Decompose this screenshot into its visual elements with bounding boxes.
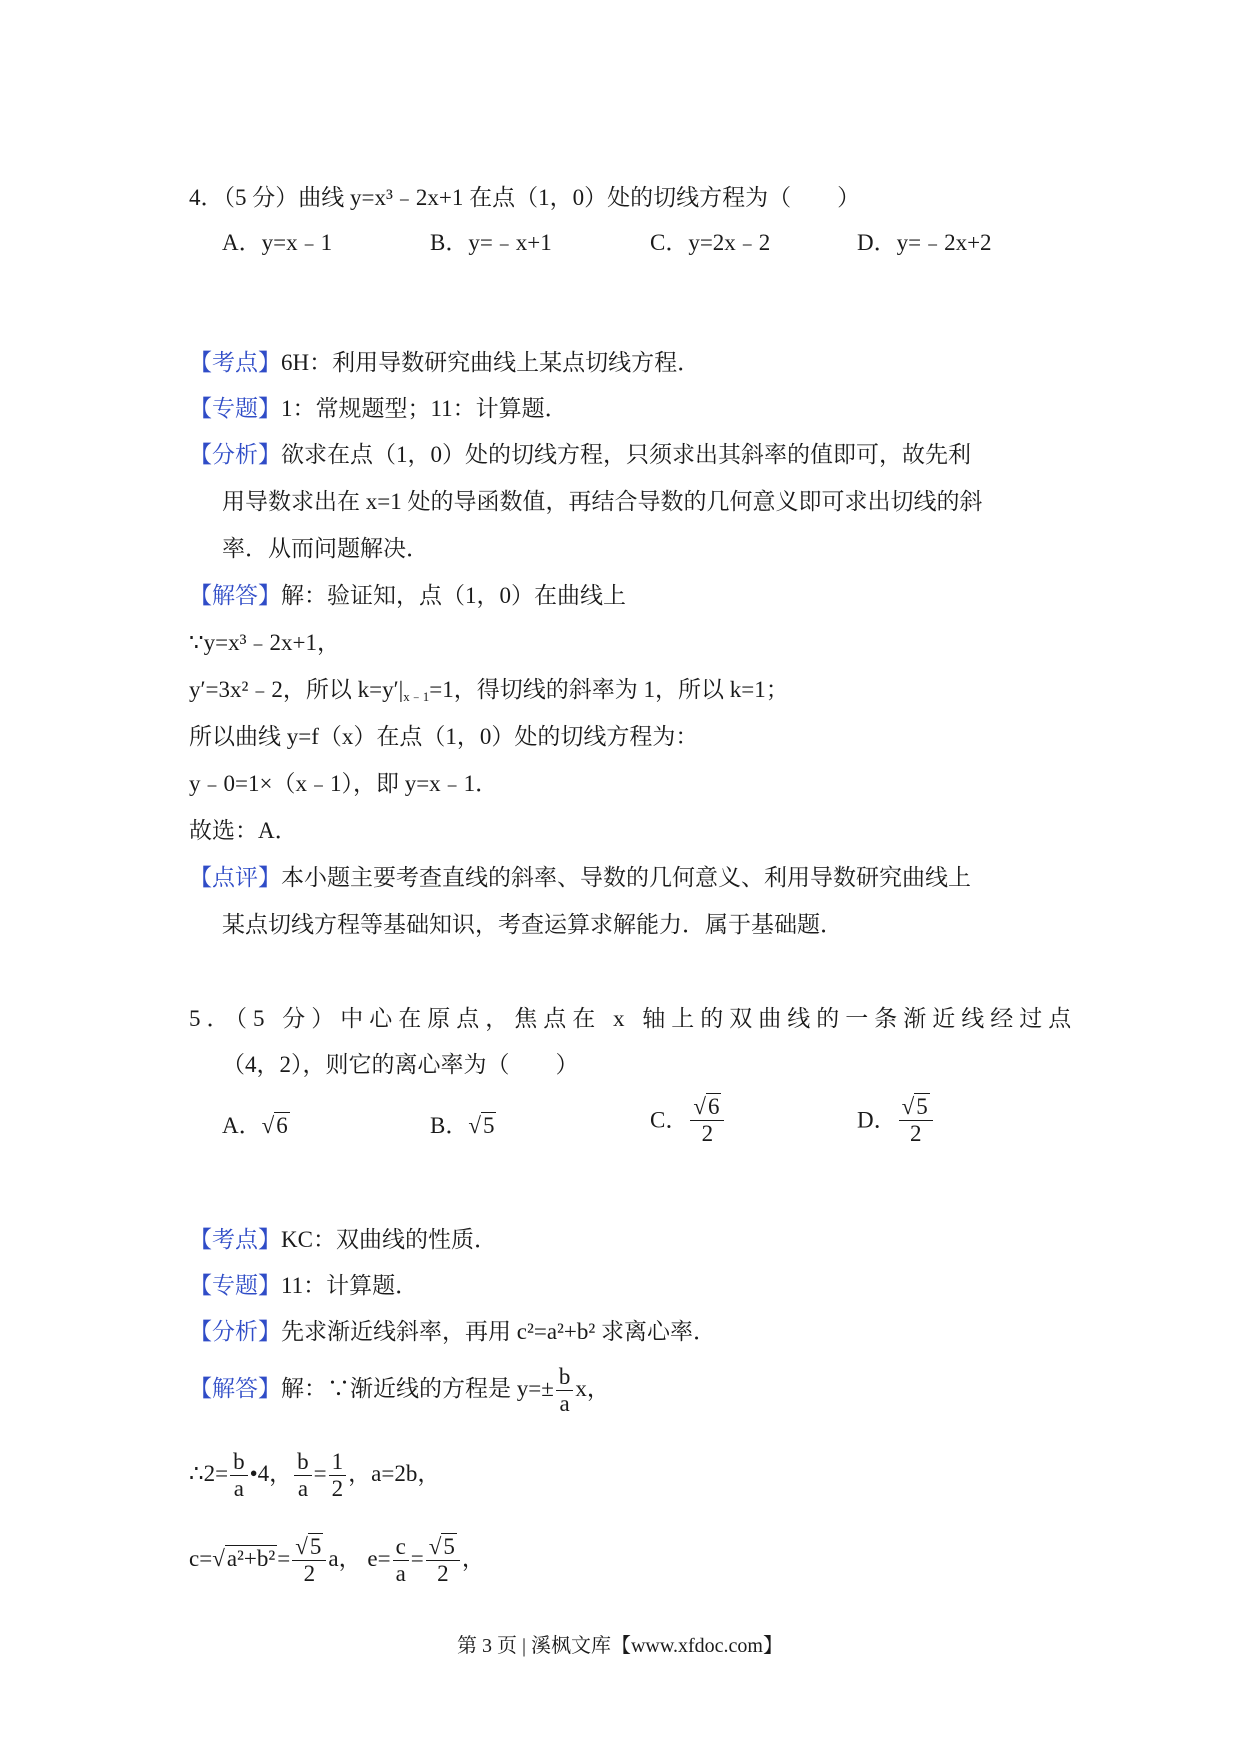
q4-option-d: D．y=﹣2x+2 (857, 230, 992, 255)
numerator: 1 (329, 1449, 347, 1476)
q5-option-a (222, 1110, 290, 1142)
fraction-b-over-a (230, 1449, 248, 1502)
times-4: •4， (249, 1461, 293, 1486)
fraction-b-over-a (556, 1364, 574, 1417)
denominator: a (395, 1561, 406, 1587)
q4-jieda (189, 580, 626, 612)
fenxi-tag: 【分析】 (189, 442, 281, 467)
therefore-2-eq: ∴2= (189, 1461, 229, 1486)
equals: = (313, 1461, 327, 1486)
fraction-c-over-a (393, 1534, 409, 1587)
fraction-b-over-a (294, 1449, 312, 1502)
zhuanti-tag: 【专题】 (189, 396, 281, 421)
radicand: 6 (276, 1113, 288, 1138)
jieda-tag: 【解答】 (189, 1376, 281, 1401)
zhuanti-tag: 【专题】 (189, 1273, 281, 1298)
sqrt-symbol: √ (693, 1094, 706, 1119)
q4-solution-line-4: y﹣0=1×（x﹣1），即 y=x﹣1． (189, 771, 499, 796)
sol2-part-a: y′=3x²﹣2，所以 k=y′| (189, 677, 404, 702)
fenxi-tag: 【分析】 (189, 1319, 281, 1344)
sol2-part-b: =1，得切线的斜率为 1，所以 k=1； (429, 677, 789, 702)
denominator: 2 (909, 1121, 922, 1146)
fenxi-text: 先求渐近线斜率，再用 c²=a²+b² 求离心率． (281, 1319, 717, 1344)
equals: = (277, 1546, 291, 1571)
q4-fenxi-line-2: 用导数求出在 x=1 处的导函数值，再结合导数的几何意义即可求出切线的斜 (222, 489, 983, 514)
radicand: 5 (482, 1113, 495, 1138)
q4-zhuanti (189, 393, 568, 425)
sqrt-symbol: √ (901, 1094, 915, 1119)
fraction-sqrt5-over-2 (899, 1094, 933, 1147)
q5-option-a-label: A． (222, 1113, 262, 1138)
sqrt-a2-plus-b2 (212, 1532, 277, 1586)
e-eq: e= (367, 1546, 391, 1571)
q5-option-c (650, 1094, 726, 1147)
numerator: b (294, 1449, 312, 1476)
sqrt-symbol: √ (261, 1113, 275, 1138)
dianping-text-1: 本小题主要考查直线的斜率、导数的几何意义、利用导数研究曲线上 (281, 865, 971, 890)
fenxi-text-1: 欲求在点（1，0）处的切线方程，只须求出其斜率的值即可，故先利 (281, 442, 971, 467)
fraction-sqrt5-over-2 (292, 1534, 326, 1587)
comma: ， (461, 1546, 485, 1571)
denominator: a (559, 1391, 570, 1417)
numerator: c (393, 1534, 409, 1561)
q5-option-d (857, 1094, 935, 1147)
sqrt-6 (262, 1110, 290, 1142)
q5-solution-line-3 (189, 1532, 485, 1587)
denominator: 2 (437, 1561, 449, 1587)
q4-solution-line-2 (189, 674, 789, 713)
q5-stem-line-2: （4，2），则它的离心率为（ ） (222, 1052, 579, 1077)
denominator: 2 (331, 1476, 344, 1502)
q4-option-b: B．y=﹣x+1 (430, 230, 552, 255)
denominator: a (297, 1476, 309, 1502)
sqrt-symbol: √ (212, 1546, 225, 1571)
sqrt-symbol: √ (468, 1113, 481, 1138)
zhuanti-text: 11：计算题． (281, 1273, 419, 1298)
kaodian-tag: 【考点】 (189, 1227, 281, 1252)
kaodian-text: 6H：利用导数研究曲线上某点切线方程． (281, 350, 701, 375)
q5-kaodian (189, 1224, 497, 1256)
sqrt-5 (468, 1110, 496, 1142)
sqrt-symbol: √ (428, 1534, 442, 1560)
q4-solution-line-3: 所以曲线 y=f（x）在点（1，0）处的切线方程为： (189, 724, 699, 749)
q5-stem-line-1: 5．（5 分）中心在原点，焦点在 x 轴上的双曲线的一条渐近线经过点 (189, 1006, 1078, 1031)
q4-dianping-line-2: 某点切线方程等基础知识，考查运算求解能力．属于基础题． (222, 912, 843, 937)
q5-zhuanti (189, 1270, 418, 1302)
equals: = (410, 1546, 424, 1571)
q4-solution-line-5: 故选：A． (189, 818, 298, 843)
q5-option-b-label: B． (430, 1113, 469, 1138)
q4-option-c: C．y=2x﹣2 (650, 230, 771, 255)
q4-fenxi-line-3: 率．从而问题解决． (222, 536, 429, 561)
q5-jieda (189, 1362, 610, 1417)
radicand: 5 (309, 1534, 322, 1560)
c-eq: c= (189, 1546, 213, 1571)
page-footer: 第 3 页 | 溪枫文库【www.xfdoc.com】 (456, 1635, 783, 1657)
dianping-tag: 【点评】 (189, 865, 281, 890)
jieda-tag: 【解答】 (189, 583, 281, 608)
q5-option-d-label: D． (857, 1107, 897, 1133)
a-eq-2b: ，a=2b， (348, 1461, 441, 1486)
fraction-sqrt6-over-2 (690, 1094, 724, 1147)
radicand: 6 (707, 1094, 720, 1119)
q5-option-b (430, 1110, 496, 1142)
fraction-1-over-2 (329, 1449, 347, 1502)
sol2-subscript: x﹣1 (403, 689, 430, 704)
q5-option-c-label: C． (650, 1107, 689, 1133)
radicand: a²+b² (226, 1546, 276, 1571)
q4-kaodian (189, 347, 700, 379)
denominator: a (233, 1476, 244, 1502)
numerator: b (556, 1364, 574, 1391)
q5-solution-line-2 (189, 1447, 440, 1502)
a-comma: a， (328, 1546, 362, 1571)
denominator: 2 (303, 1561, 316, 1587)
x-comma: x， (575, 1376, 610, 1401)
q4-solution-line-1: ∵y=x³﹣2x+1， (189, 630, 340, 655)
q4-option-a: A．y=x﹣1 (222, 230, 333, 255)
q4-stem: 4．（5 分）曲线 y=x³﹣2x+1 在点（1，0）处的切线方程为（ ） (189, 185, 861, 210)
jieda-text: 解：验证知，点（1，0）在曲线上 (281, 583, 626, 608)
q5-fenxi (189, 1316, 716, 1348)
numerator: b (230, 1449, 248, 1476)
denominator: 2 (701, 1121, 714, 1146)
radicand: 5 (443, 1534, 455, 1560)
sqrt-symbol: √ (295, 1534, 308, 1560)
q4-dianping (189, 862, 971, 894)
zhuanti-text: 1：常规题型；11：计算题． (281, 396, 568, 421)
kaodian-text: KC：双曲线的性质． (281, 1227, 497, 1252)
radicand: 5 (916, 1094, 928, 1119)
kaodian-tag: 【考点】 (189, 350, 281, 375)
q4-fenxi (189, 439, 971, 471)
fraction-sqrt5-over-2 (426, 1534, 460, 1587)
jieda-text: 解：∵渐近线的方程是 y=± (281, 1376, 554, 1401)
